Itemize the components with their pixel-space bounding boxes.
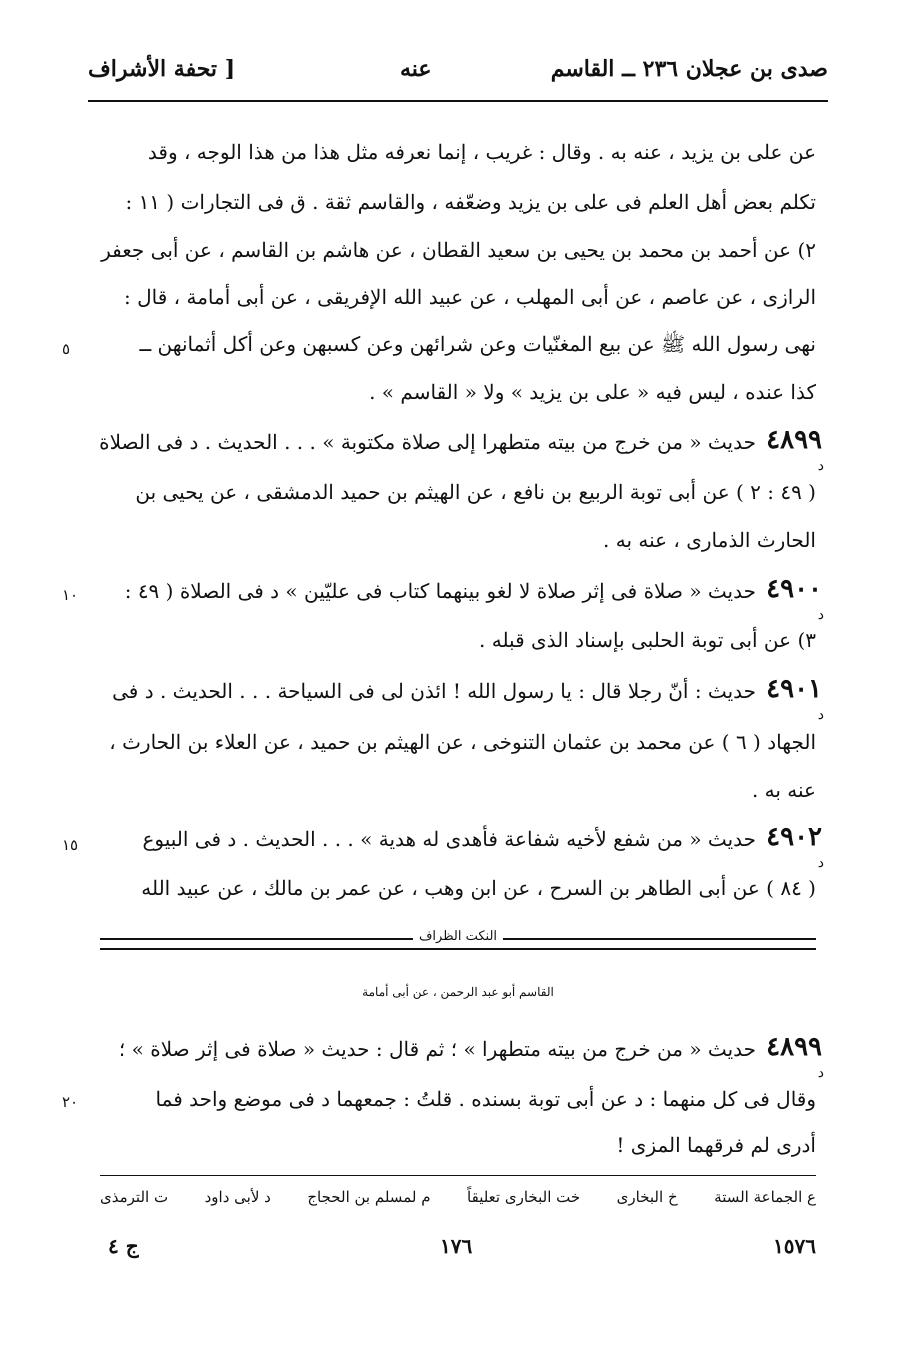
separator-caption: النكت الظراف [413,929,503,944]
line-number: ١٠ [62,586,79,604]
entry-line: ( ٨٤ ) عن أبى الطاهر بن السرح ، عن ابن وهب ، عن عمر بن مالك ، عن عبيد الله [141,876,816,900]
body-line: الرازى ، عن عاصم ، عن أبى المهلب ، عن عبيد الله الإفريقى ، عن أبى أمامة ، قال : [124,285,816,309]
body-line: نهى رسول الله ﷺ عن بيع المغنّيات وعن شرائهن وعن كسبهن وعن أكل أثمانهن ــ [139,332,816,356]
margin-mark: د [817,707,824,723]
volume-label: ج ٤ [108,1234,139,1258]
header-center: عنه [400,56,432,82]
entry-number: ٤٩٠١ [766,674,822,704]
page-number-right: ١٥٧٦ [773,1234,816,1258]
entry-line: عنه به . [751,778,816,802]
section-title: القاسم أبو عبد الرحمن ، عن أبى أمامة [362,985,554,999]
body-line: تكلم بعض أهل العلم فى على بن يزيد وضعّفه ، والقاسم ثقة . ق فى التجارات ( ١١ : [125,190,816,214]
entry-line: حديث « من خرج من بيته متطهرا إلى صلاة مكتوبة » . . . الحديث . د فى الصلاة [99,430,756,454]
body-line: عن على بن يزيد ، عنه به . وقال : غريب ، إنما نعرفه مثل هذا من هذا الوجه ، وقد [147,140,816,164]
entry-number: ٤٩٠٠ [766,574,822,604]
entry-line: الحارث الذمارى ، عنه به . [603,528,816,552]
entry-line: ٣) عن أبى توبة الحلبى بإسناد الذى قبله . [479,628,816,652]
nukat-line: أدرى لم فرقهما المزى ! [616,1133,816,1157]
entry-line: حديث : أنّ رجلا قال : يا رسول الله ! ائذن لى فى السياحة . . . الحديث . د فى [112,679,756,703]
entry-number: ٤٨٩٩ [766,425,822,455]
abbreviation: ت الترمذى [100,1188,169,1206]
margin-mark: د [817,607,824,623]
abbreviation: د لأبى داود [204,1188,271,1206]
footer-rule [100,1175,816,1176]
abbreviation: خت البخارى تعليقاً [467,1188,581,1206]
entry-number: ٤٨٩٩ [766,1032,822,1062]
header-left: [ تحفة الأشراف [88,56,236,82]
nukat-line: وقال فى كل منهما : د عن أبى توبة بسنده . قلتُ : جمعهما د فى موضع واحد فما [155,1087,816,1111]
header-right: صدى بن عجلان ٢٣٦ ــ القاسم [550,56,828,82]
margin-mark: د [817,855,824,871]
running-header [88,48,828,98]
margin-mark: د [817,1065,824,1081]
page-number-center: ١٧٦ [440,1234,473,1258]
header-rule [88,100,828,102]
entry-number: ٤٩٠٢ [766,822,822,852]
margin-mark: د [817,458,824,474]
entry-line: الجهاد ( ٦ ) عن محمد بن عثمان التنوخى ، عن الهيثم بن حميد ، عن العلاء بن الحارث ، [109,730,816,754]
body-line: كذا عنده ، ليس فيه « على بن يزيد » ولا « القاسم » . [369,380,816,404]
line-number: ١٥ [62,836,79,854]
line-number: ٢٠ [62,1093,79,1111]
entry-line: حديث « صلاة فى إثر صلاة لا لغو بينهما كتاب فى عليّين » د فى الصلاة ( ٤٩ : [124,579,756,603]
abbreviation: م لمسلم بن الحجاج [307,1188,431,1206]
section-separator [100,929,816,949]
line-number: ٥ [62,340,71,358]
abbreviation: خ البخارى [616,1188,678,1206]
abbreviation: ع الجماعة الستة [714,1188,816,1206]
entry-line: حديث « من شفع لأخيه شفاعة فأهدى له هدية » . . . الحديث . د فى البيوع [142,827,756,851]
entry-line: ( ٤٩ : ٢ ) عن أبى توبة الربيع بن نافع ، عن الهيثم بن حميد الدمشقى ، عن يحيى بن [135,480,816,504]
body-line: ٢) عن أحمد بن محمد بن يحيى بن سعيد القطان ، عن هاشم بن القاسم ، عن أبى جعفر [101,238,816,262]
abbreviation-key [100,1188,816,1206]
nukat-line: حديث « من خرج من بيته متطهرا » ؛ ثم قال : حديث « صلاة فى إثر صلاة » ؛ [118,1037,756,1061]
